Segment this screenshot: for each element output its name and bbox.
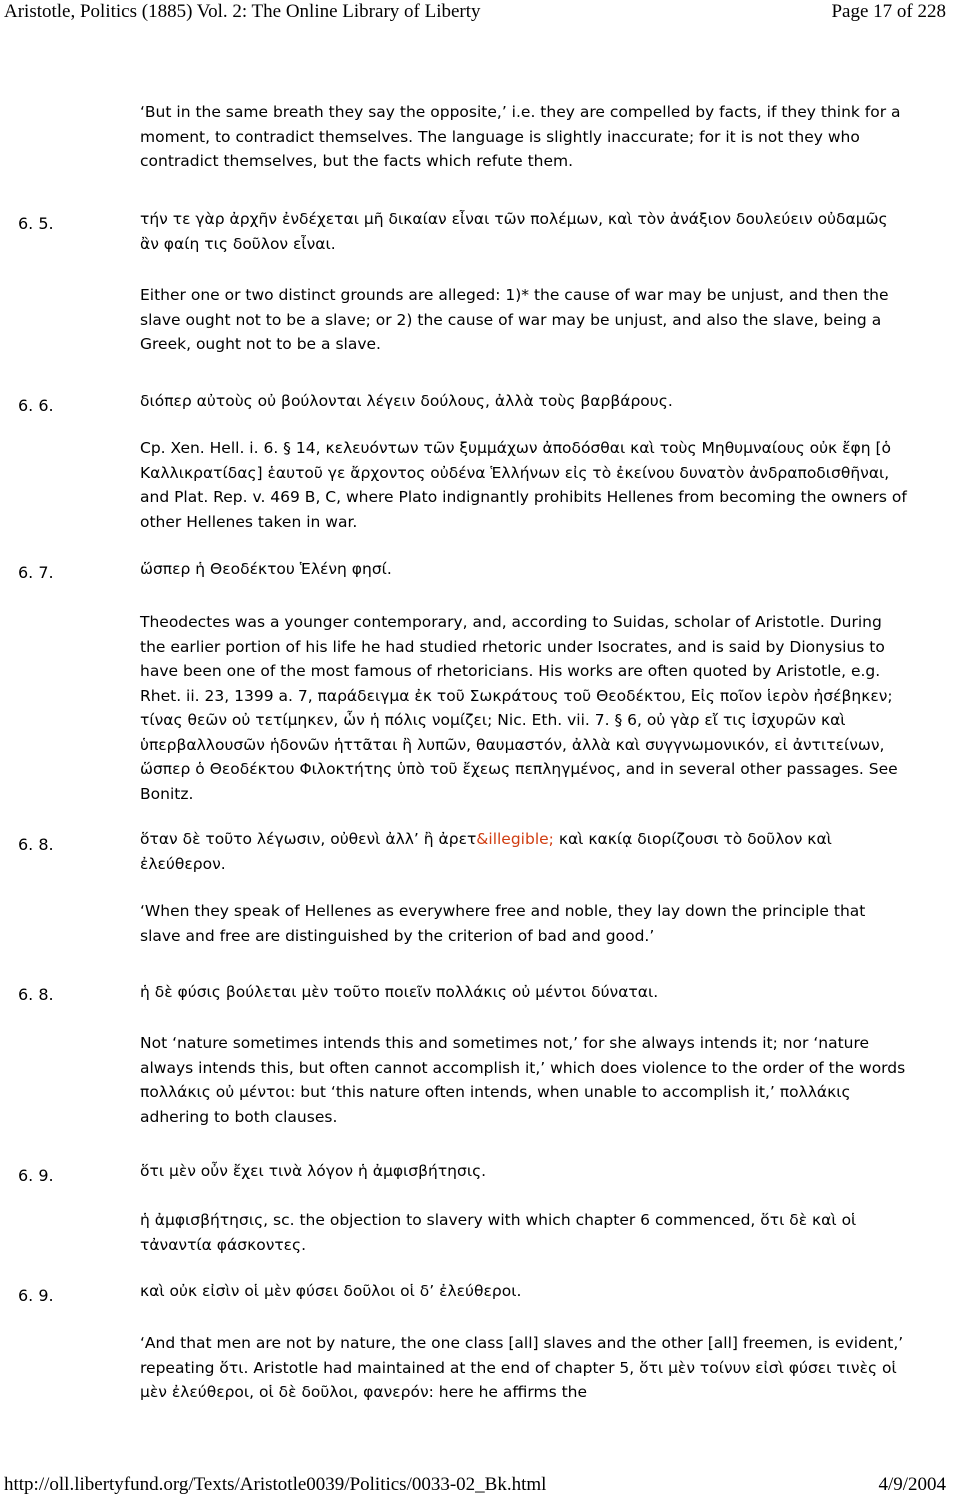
section-reference: 6. 5. <box>18 214 54 233</box>
document-title: Aristotle, Politics (1885) Vol. 2: The Online Library of Liberty <box>4 1 481 22</box>
section-reference: 6. 6. <box>18 396 54 415</box>
greek-passage: ἡ δὲ φύσις βούλεται μὲν τοῦτο ποιεῖν πολλάκις οὐ μέντοι δύναται. <box>140 983 659 1001</box>
commentary-paragraph: ‘But in the same breath they say the opposite,’ i.e. they are compelled by facts, if they think for a moment, to contradict themselves. The language is slightly inaccurate; for it is not they who contradict themselves, but the facts which refute them. <box>140 103 901 170</box>
section-reference: 6. 9. <box>18 1286 54 1305</box>
greek-text: ὅταν δὲ τοῦτο λέγωσιν, οὐθενὶ ἀλλ’ ἢ ἀρετ <box>140 830 477 848</box>
greek-passage: καὶ οὐκ εἰσὶν οἱ μὲν φύσει δοῦλοι οἱ δ’ ἐλεύθεροι. <box>140 1282 522 1300</box>
greek-passage: ὥσπερ ἡ Θεοδέκτου Ἑλένη φησί. <box>140 560 392 578</box>
commentary-paragraph: ‘When they speak of Hellenes as everywhere free and noble, they lay down the principle that slave and free are distinguished by the criterion of bad and good.’ <box>140 902 866 945</box>
commentary-paragraph: Either one or two distinct grounds are alleged: 1)* the cause of war may be unjust, and then the slave ought not to be a slave; or 2) the cause of war may be unjust, and also the slave, being a Greek, ought not to be a slave. <box>140 286 889 353</box>
print-date: 4/9/2004 <box>878 1474 946 1495</box>
section-reference: 6. 7. <box>18 563 54 582</box>
section-reference: 6. 8. <box>18 835 54 854</box>
greek-passage <box>140 827 910 876</box>
illegible-marker: &illegible; <box>476 830 554 848</box>
greek-passage: τήν τε γὰρ ἀρχῆν ἐνδέχεται μῆ δικαίαν εἶναι τῶν πολέμων, καὶ τὸν ἀνάξιον δουλεύειν οὐδαμῶς ἂν φαίη τις δοῦλον εἶναι. <box>140 210 888 253</box>
commentary-paragraph: Cp. Xen. Hell. i. 6. § 14, κελευόντων τῶν ξυμμάχων ἀποδόσθαι καὶ τοὺς Μηθυμναίους οὐκ ἔφη [ὁ Καλλικρατίδας] ἑαυτοῦ γε ἄρχοντος οὐδένα Ἑλλήνων εἰς τὸ ἐκείνου δυνατὸν ἀνδραποδισθῆναι, and Plat. Rep. v. 469 B, C, where Plato indignantly prohibits Hellenes from becoming the owners of other Hellenes taken in war. <box>140 439 907 531</box>
page-url: http://oll.libertyfund.org/Texts/Aristotle0039/Politics/0033-02_Bk.html <box>4 1474 547 1495</box>
page-header <box>0 0 960 30</box>
greek-passage: διόπερ αὐτοὺς οὐ βούλονται λέγειν δούλους, ἀλλὰ τοὺς βαρβάρους. <box>140 392 673 410</box>
section-reference: 6. 8. <box>18 985 54 1004</box>
commentary-paragraph: ἡ ἀμφισβήτησις, sc. the objection to slavery with which chapter 6 commenced, ὅτι δὲ καὶ οἱ τἀναντία φάσκοντες. <box>140 1211 857 1254</box>
section-reference: 6. 9. <box>18 1166 54 1185</box>
commentary-paragraph: ‘And that men are not by nature, the one class [all] slaves and the other [all] freemen, is evident,’ repeating ὅτι. Aristotle had maintained at the end of chapter 5, ὅτι μὲν τοίνυν εἰσὶ φύσει τινὲς οἱ μὲν ἐλεύθεροι, οἱ δὲ δοῦλοι, φανερόν: here he affirms the <box>140 1334 904 1401</box>
commentary-paragraph: Theodectes was a younger contemporary, and, according to Suidas, scholar of Aristotle. During the earlier portion of his life he had studied rhetoric under Isocrates, and is said by Dionysius to have been one of the most famous of rhetoricians. His works are often quoted by Aristotle, e.g. Rhet. ii. 23, 1399 a. 7, παράδειγμα ἐκ τοῦ Σωκράτους τοῦ Θεοδέκτου, Εἰς ποῖον ἱερὸν ἠσέβηκεν; τίνας θεῶν οὐ τετίμηκεν, ὧν ἡ πόλις νομίζει; Nic. Eth. vii. 7. § 6, οὐ γὰρ εἴ τις ἰσχυρῶν καὶ ὑπερβαλλουσῶν ἡδονῶν ἡττᾶται ἢ λυπῶν, θαυμαστόν, ἀλλὰ καὶ συγγνωμονικόν, εἰ ἀντιτείνων, ὥσπερ ὁ Θεοδέκτου Φιλοκτήτης ὑπὸ τοῦ ἔχεως πεπληγμένος, and in several other passages. See Bonitz. <box>140 613 898 803</box>
page-number: Page 17 of 228 <box>831 1 946 22</box>
greek-passage: ὅτι μὲν οὖν ἔχει τινὰ λόγον ἡ ἀμφισβήτησις. <box>140 1162 487 1180</box>
greek-text: καὶ κακίᾳ διορίζουσι τὸ δοῦλον καὶ ἐλεύθερον. <box>140 830 832 873</box>
commentary-paragraph: Not ‘nature sometimes intends this and sometimes not,’ for she always intends it; nor ‘nature always intends this, but often cannot accomplish it,’ which does violence to the order of the words πολλάκις οὐ μέντοι: but ‘this nature often intends, when unable to accomplish it,’ πολλάκις adhering to both clauses. <box>140 1034 906 1126</box>
